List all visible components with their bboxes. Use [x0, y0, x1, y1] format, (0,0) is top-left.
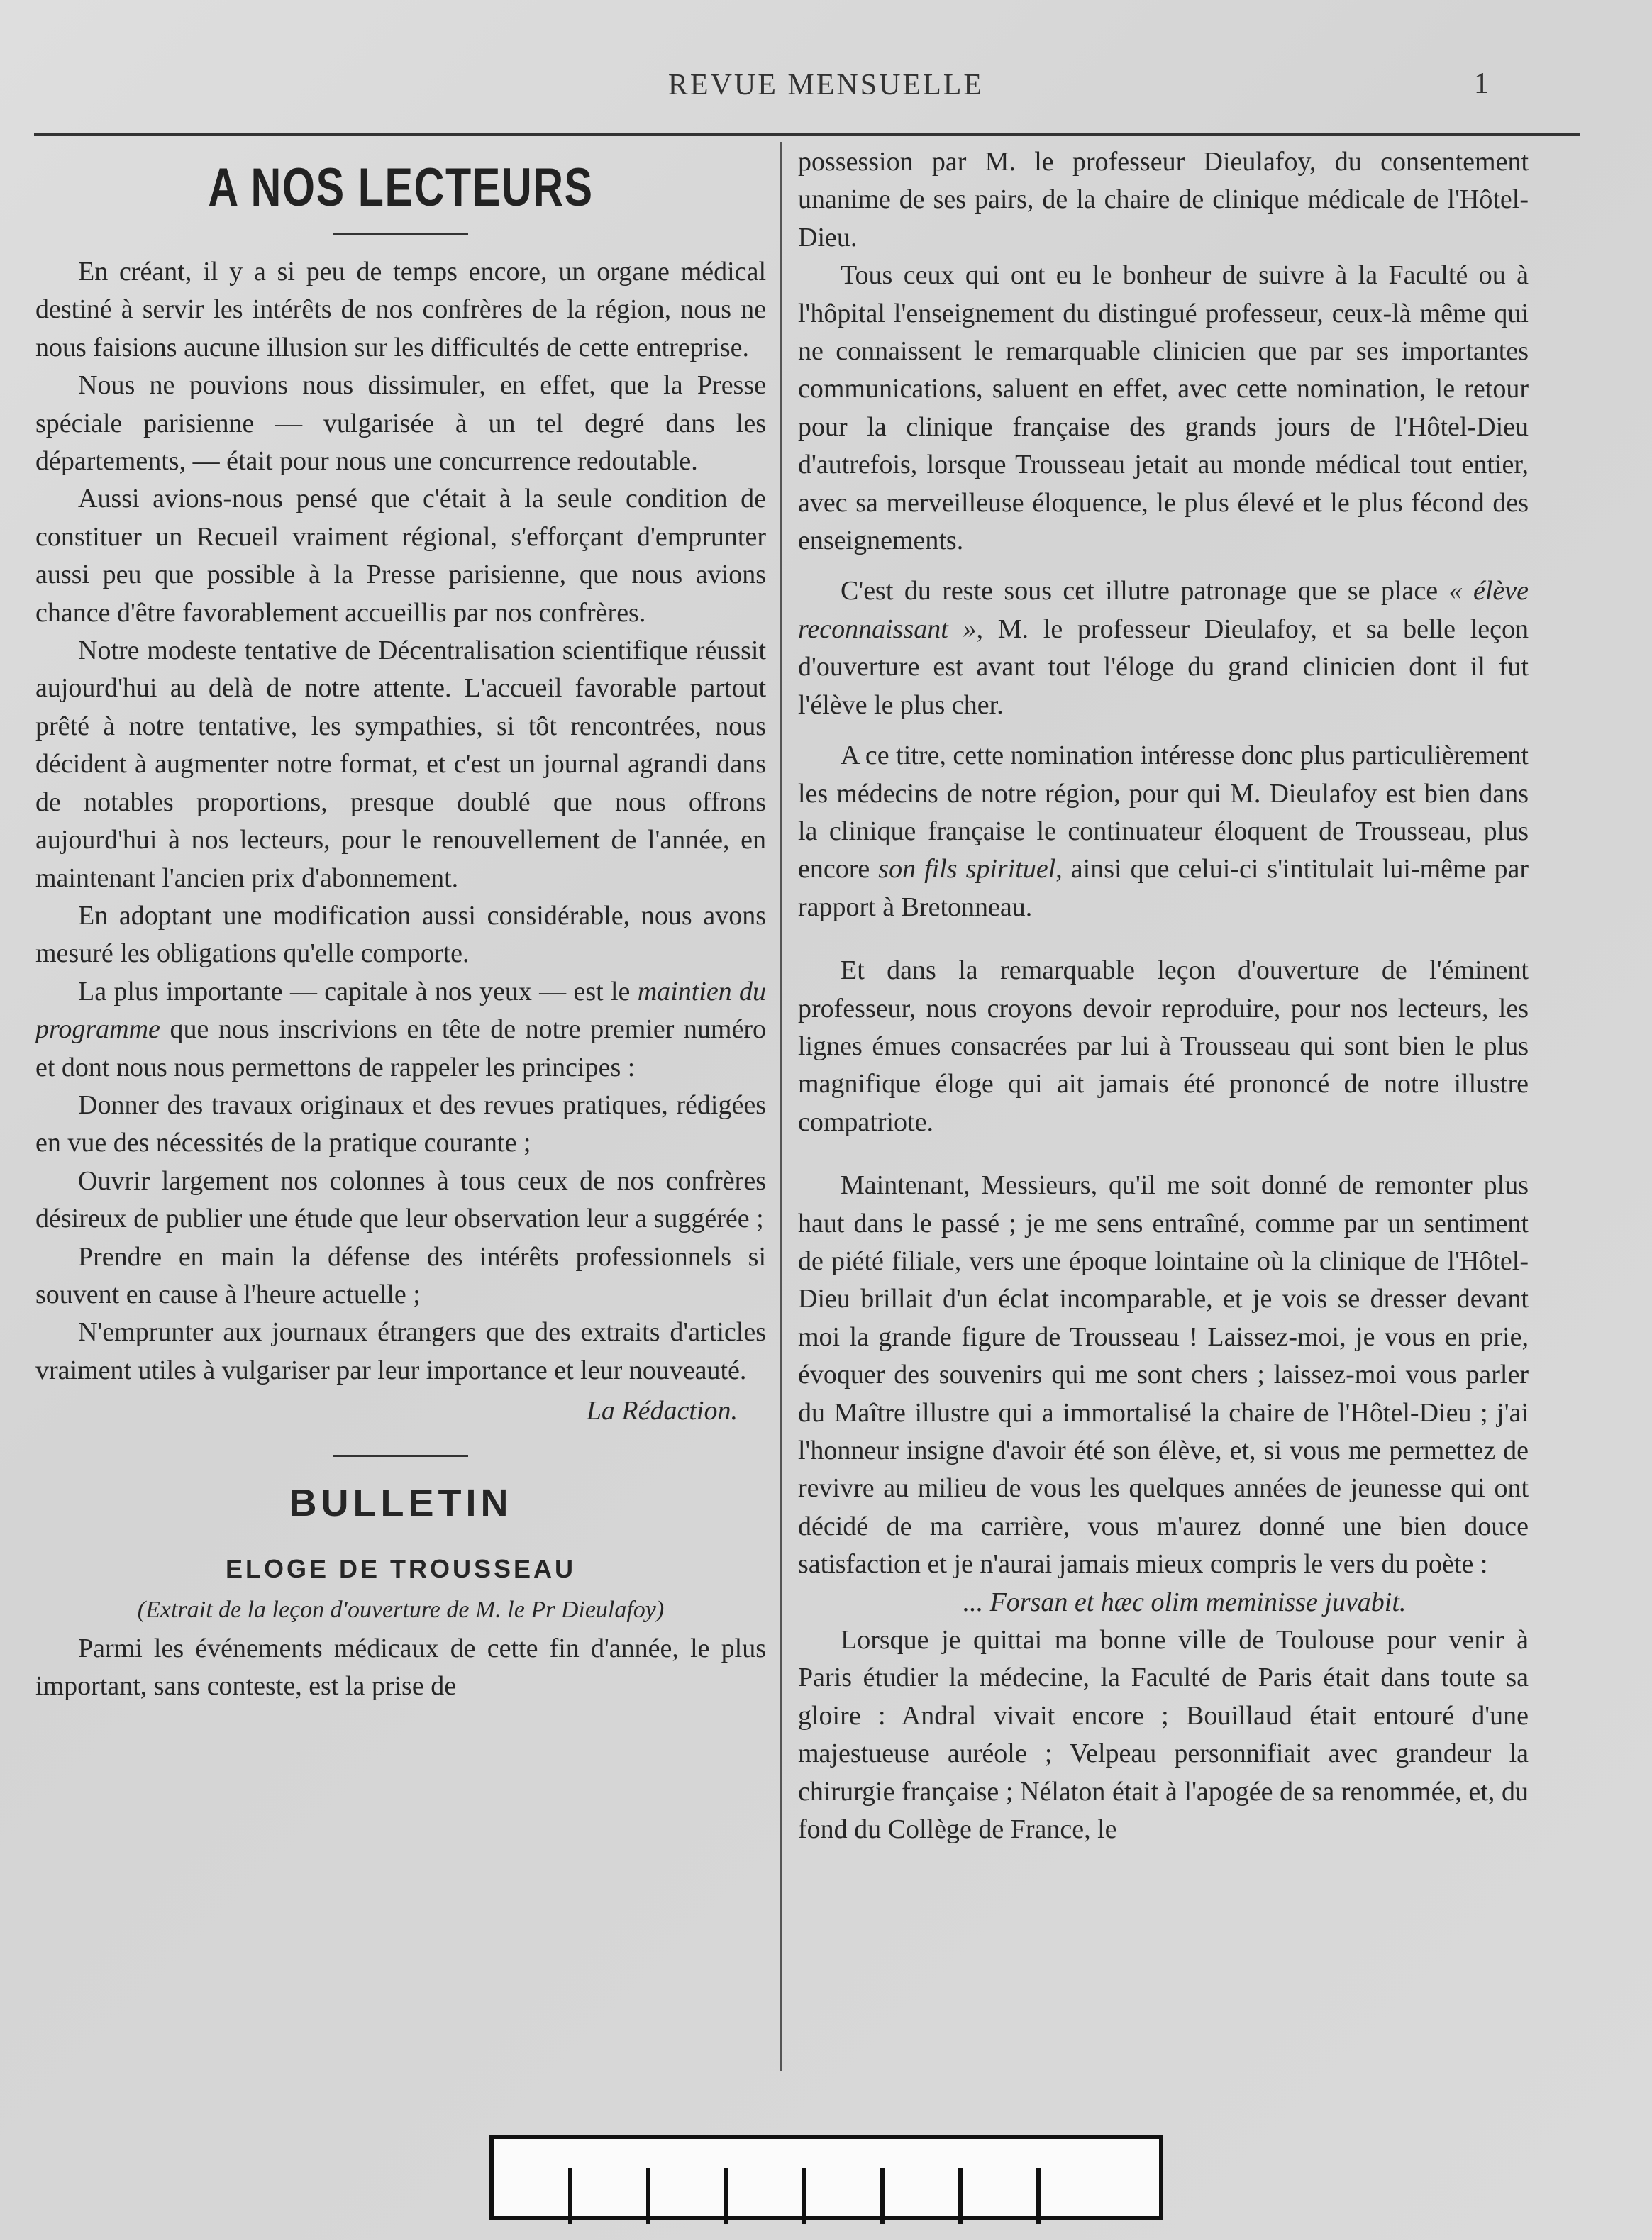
paragraph: Notre modeste tentative de Décentralisation scientifique réussit aujourd'hui au delà de notre attente. L'accueil favorable partout prêté à notre tentative, les sympathies, si tôt rencontrées, nous décident à augmenter notre format, et c'est un journal agrandi dans de notables proportions, presque doublé que nous offrons aujourd'hui à nos lecteurs, pour le renouvellement de l'année, en maintenant l'ancien prix d'abonnement.: [35, 636, 766, 893]
paragraph-text: , M. le professeur Dieulafoy, et sa belle leçon d'ouverture est avant tout l'éloge du grand clinicien dont il fut l'élève le plus cher.: [798, 614, 1529, 720]
right-column: [798, 143, 1529, 1848]
paragraph-text: que nous inscrivions en tête de notre premier numéro et dont nous nous permettons de rappeler les principes :: [35, 1014, 766, 1082]
paragraph: En adoptant une modification aussi considérable, nous avons mesuré les obligations qu'elle comporte.: [35, 900, 766, 969]
signature: La Rédaction.: [586, 1396, 738, 1426]
paragraph: [35, 973, 766, 1087]
ruler-tick: [880, 2168, 885, 2224]
paragraph: Maintenant, Messieurs, qu'il me soit donné de remonter plus haut dans le passé ; je me sens entraîné, comme par un sentiment de piété filiale, vers une époque lointaine où la clinique de l'Hôtel-Dieu brillait d'un éclat incomparable, et je vois se dresser devant moi la grande figure de Trousseau ! Laissez-moi, je vous en prie, évoquer des souvenirs qui me sont chers ; laissez-moi vous parler du Maître illustre qui a immortalisé la chaire de l'Hôtel-Dieu ; j'ai l'honneur insigne d'avoir été son élève, et, si vous me permettez de revivre au milieu de vous les quelques années de jeunesse qui ont décidé de ma carrière, vous m'aurez donné une bien douce satisfaction et je n'aurai jamais mieux compris le vers du poète :: [798, 1170, 1529, 1580]
section-subtitle: (Extrait de la leçon d'ouverture de M. le Pr Dieulafoy): [137, 1596, 665, 1623]
list-item: Donner des travaux originaux et des revues pratiques, rédigées en vue des nécessités de la pratique courante ;: [35, 1089, 766, 1158]
ruler-tick: [958, 2168, 963, 2224]
paragraph-text: A ce titre, cette nomination intéresse donc plus particulièrement les médecins de notre région, pour qui M. Dieulafoy est bien dans la clinique française le continuateur éloquent de Trousseau, plus encore: [798, 741, 1529, 885]
title-rule: [333, 233, 468, 235]
bulletin-heading: BULLETIN: [289, 1481, 513, 1524]
column-divider: [780, 142, 782, 2071]
scan-scale-ruler: [489, 2135, 1163, 2220]
paragraph: Aussi avions-nous pensé que c'était à la seule condition de constituer un Recueil vraiment régional, s'efforçant d'emprunter aussi peu que possible à la Presse parisienne, que nous avions chance d'être favorablement accueillis par nos confrères.: [35, 484, 766, 628]
ruler-tick: [646, 2168, 650, 2224]
paragraph-text: C'est du reste sous cet illutre patronage que se place: [841, 576, 1449, 606]
emphasis-text: maintien du programme: [35, 976, 766, 1045]
paragraph: Et dans la remarquable leçon d'ouverture de l'éminent professeur, nous croyons devoir reproduire, pour nos lecteurs, les lignes émues consacrées par lui à Trousseau qui sont bien le plus magnifique éloge qui ait jamais été prononcé de notre illustre compatriote.: [798, 955, 1529, 1137]
page-number: 1: [1474, 67, 1489, 100]
paragraph: possession par M. le professeur Dieulafoy, du consentement unanime de ses pairs, de la chaire de clinique médicale de l'Hôtel-Dieu.: [798, 147, 1529, 253]
ruler-tick: [802, 2168, 806, 2224]
paragraph: Lorsque je quittai ma bonne ville de Toulouse pour venir à Paris étudier la médecine, la Faculté de Paris était dans toute sa gloire : Andral vivait encore ; Bouillaud était entouré d'une majestueuse auréole ; Velpeau personnifiait avec grandeur la chirurgie française ; Nélaton était à l'apogée de sa renommée, et, du fond du Collège de France, le: [798, 1625, 1529, 1845]
paragraph: Nous ne pouvions nous dissimuler, en effet, que la Presse spéciale parisienne — vulgarisée à un tel degré dans les départements, — était pour nous une concurrence redoutable.: [35, 370, 766, 477]
list-item: N'emprunter aux journaux étrangers que des extraits d'articles vraiment utiles à vulgariser par leur importance et leur nouveauté.: [35, 1317, 766, 1385]
paragraph: En créant, il y a si peu de temps encore, un organe médical destiné à servir les intérêts de nos confrères de la région, nous ne nous faisions aucune illusion sur les difficultés de cette entreprise.: [35, 257, 766, 362]
paragraph: Tous ceux qui ont eu le bonheur de suivre à la Faculté ou à l'hôpital l'enseignement du distingué professeur, ceux-là même qui ne connaissent le remarquable clinicien que par ses importantes communications, saluent en effet, avec cette nomination, le retour pour la clinique française des grands jours de l'Hôtel-Dieu d'autrefois, lorsque Trousseau jetait au monde médical tout entier, avec sa merveilleuse éloquence, le plus élevé et le plus fécond des enseignements.: [798, 260, 1529, 556]
latin-quote: ... Forsan et hæc olim meminisse juvabit.: [963, 1587, 1407, 1617]
header-rule: [34, 133, 1580, 136]
paragraph: Parmi les événements médicaux de cette fin d'année, le plus important, sans conteste, est la prise de: [35, 1633, 766, 1701]
section-rule: [333, 1455, 468, 1457]
section-title: ELOGE DE TROUSSEAU: [225, 1553, 577, 1583]
list-item: Prendre en main la défense des intérêts professionnels si souvent en cause à l'heure actuelle ;: [35, 1241, 766, 1309]
paragraph-text: La plus importante — capitale à nos yeux — est le: [78, 976, 638, 1007]
list-item: Ouvrir largement nos colonnes à tous ceux de nos confrères désireux de publier une étude que leur observation leur a suggérée ;: [35, 1165, 766, 1234]
journal-title: REVUE MENSUELLE: [667, 69, 985, 101]
paragraph: [798, 572, 1529, 724]
emphasis-text: son fils spirituel: [878, 854, 1056, 885]
paragraph-text: , ainsi que celui-ci s'intitulait lui-même par rapport à Bretonneau.: [798, 854, 1529, 922]
left-column: [35, 156, 766, 1705]
ruler-tick: [724, 2168, 728, 2224]
ruler-tick: [1036, 2168, 1041, 2224]
emphasis-text: « élève reconnaissant »: [798, 576, 1529, 644]
paragraph: [798, 737, 1529, 926]
page-header: [0, 62, 1652, 112]
ruler-tick: [568, 2168, 572, 2224]
article-title: A NOS LECTEURS: [208, 157, 594, 218]
